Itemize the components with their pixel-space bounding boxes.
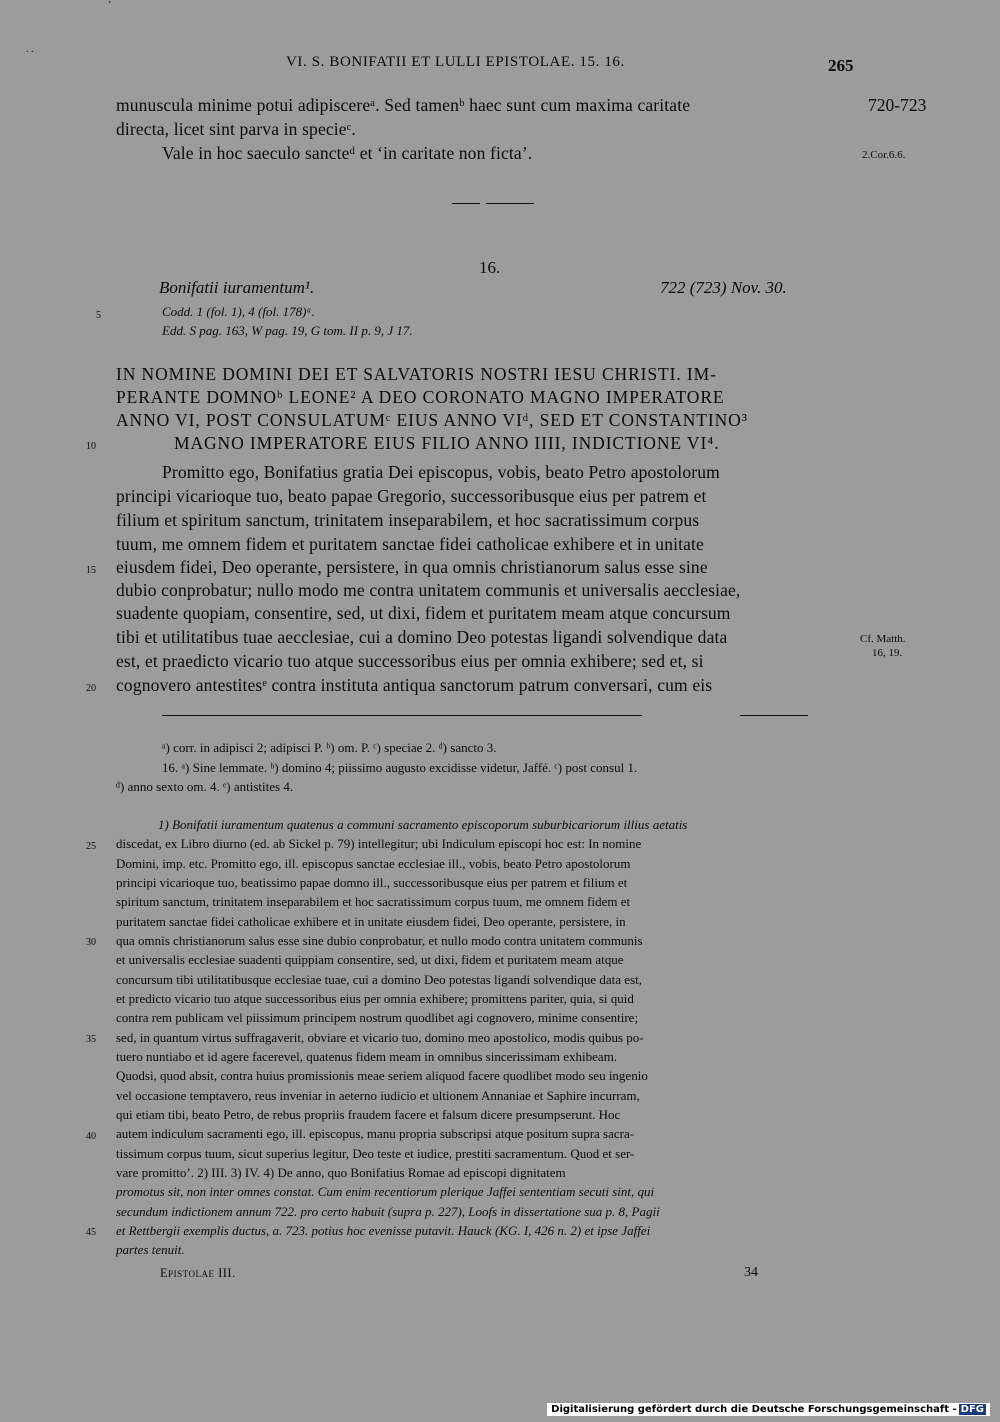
running-title: VI. S. BONIFATII ET LULLI EPISTOLAE. 15. 16. [286,54,625,70]
line-number: 10 [86,441,96,452]
margin-dots: . . [26,44,34,55]
body-line: tibi et utilitatibus tuae aecclesiae, cui a domino Deo potestas ligandi solvendique data [116,627,728,647]
body-line: eiusdem fidei, Deo operante, persistere, in qua omnis christianorum salus esse sine [116,557,708,577]
body-line: Promitto ego, Bonifatius gratia Dei episcopus, vobis, beato Petro apostolorum [162,462,720,482]
body-line: suadente quopiam, consentire, sed, ut dixi, fidem et puritatem meam atque concursum [116,603,731,623]
line-number: 45 [86,1227,96,1238]
margin-reference: 2.Cor.6.6. [862,149,906,161]
line-number: 25 [86,841,96,852]
caps-line: MAGNO IMPERATORE EIUS FILIO ANNO IIII, INDICTIONE VI⁴. [174,433,720,453]
line-number: 40 [86,1131,96,1142]
note-line: secundum indictionem annum 722. pro certo habuit (supra p. 227), Loofs in dissertatione sua p. 8, Pagii [116,1204,660,1219]
corner-mark: ’ [108,0,112,11]
apparatus-rule [740,715,808,716]
body-line: tuum, me omnem fidem et puritatem sanctae fidei catholicae exhibere et in unitate [116,534,704,554]
note-line: vare promitto’. 2) III. 3) IV. 4) De anno, quo Bonifatius Romae ad episcopi dignitatem [116,1165,566,1180]
caps-line: PERANTE DOMNOᵇ LEONE² A DEO CORONATO MAGNO IMPERATORE [116,387,725,407]
line-number: 20 [86,683,96,694]
prev-letter-line: directa, licet sint parva in specieᶜ. [116,119,356,139]
apparatus-line: 16. ᵃ) Sine lemmate. ᵇ) domino 4; piissimo augusto excidisse videtur, Jaffé. ᶜ) post consul 1. [162,760,638,775]
note-line: principi vicarioque tuo, beatissimo papae domno ill., successoribusque eius per patrem et filium et [116,875,628,890]
note-line: promotus sit, non inter omnes constat. Cum enim recentiorum plerique Jaffei sententiam secuti sint, qui [116,1184,655,1199]
margin-date: 720-723 [868,95,927,115]
note-line: sed, in quantum virtus suffragaverit, obviare et vicario tuo, domino meo apostolico, modis quibus po- [116,1030,644,1045]
note-line: tuero nuntiabo et id agere facerevel, quatenus fidem meam in omnibus sincerissimam exhibeam. [116,1049,618,1064]
line-number: 35 [86,1034,96,1045]
body-line: dubio conprobatur; nullo modo me contra unitatem communis et universalis aecclesiae, [116,580,741,600]
note-line: et universalis ecclesiae suadenti quippiam consentire, sed, ut dixi, fidem et puritatem meam atque [116,952,624,967]
note-line: Quodsi, quod absit, contra huius promissionis meae seriem aliquod facere quodlibet modo seu ingenio [116,1068,648,1083]
apparatus-line: ᵈ) anno sexto om. 4. ᵉ) antistites 4. [116,779,294,794]
note-line: et Rettbergii exemplis ductus, a. 723. potius hoc evenisse putavit. Hauck (KG. I, 426 n. 2) et ipse Jaffei [116,1223,651,1238]
note-line: tissimum corpus tuum, sicut superius legitur, Deo teste et iudice, prestiti sacramentum. Quod et ser- [116,1146,635,1161]
prev-letter-line: Vale in hoc saeculo sancteᵈ et ‘in caritate non ficta’. [162,143,533,163]
dfg-logo: DFG [960,1404,984,1415]
separator-rule [452,203,480,204]
manuscripts-line: Codd. 1 (fol. 1), 4 (fol. 178)ᵃ. [162,304,315,319]
margin-reference: Cf. Matth. [860,633,906,645]
note-line: autem indiculum sacramenti ego, ill. episcopus, manu propria subscripsi atque positum supra sacra- [116,1126,635,1141]
note-line: 1) Bonifatii iuramentum quatenus a communi sacramento episcoporum suburbicariorum illius aetatis [158,817,688,832]
line-number: 5 [96,310,101,321]
signature-mark: Epistolae III. [160,1266,236,1280]
page-number: 265 [828,56,854,75]
note-line: contra rem publicam vel piissimum principem nostrum quodlibet agi cognovero, minime consentire; [116,1010,639,1025]
note-line: qui etiam tibi, beato Petro, de rebus propriis fraudem facere et falsum dicere presumpserunt. Hoc [116,1107,621,1122]
letter-number: 16. [479,258,501,277]
body-line: cognovero antestitesᵉ contra instituta antiqua sanctorum patrum conversari, cum eis [116,675,713,695]
body-line: principi vicarioque tuo, beato papae Gregorio, successoribusque eius per patrem et [116,486,707,506]
separator-rule [486,203,534,204]
body-line: est, et praedicto vicario tuo atque successoribus eius per omnia exhibere; sed et, si [116,651,704,671]
apparatus-line: ᵃ) corr. in adipisci 2; adipisci P. ᵇ) om. P. ᶜ) speciae 2. ᵈ) sancto 3. [162,740,497,755]
note-line: partes tenuit. [116,1242,185,1257]
caps-line: ANNO VI, POST CONSULATUMᶜ EIUS ANNO VIᵈ, SED ET CONSTANTINO³ [116,410,748,430]
note-line: spiritum sanctum, trinitatem inseparabilem et hoc sacratissimum corpus tuum, me omnem fidem et [116,894,631,909]
letter-date: 722 (723) Nov. 30. [660,278,787,297]
line-number: 30 [86,937,96,948]
note-line: et predicto vicario tuo atque successoribus eius per omnia exhibere; promittens pariter, quia, si quid [116,991,634,1006]
note-line: vel occasione temptavero, reus inveniar in aeterno iudicio et ultionem Annaniae et Saphire incurram, [116,1088,640,1103]
apparatus-rule [162,715,642,716]
note-line: Domini, imp. etc. Promitto ego, ill. episcopus sanctae ecclesiae ill., vobis, beato Petro apostolorum [116,856,631,871]
dfg-digitization-badge [547,1403,990,1416]
body-line: filium et spiritum sanctum, trinitatem inseparabilem, et hoc sacratissimum corpus [116,510,700,530]
sheet-number: 34 [744,1265,758,1280]
dfg-notice-text: Digitalisierung gefördert durch die Deutsche Forschungsgemeinschaft - [551,1404,957,1415]
line-number: 15 [86,565,96,576]
caps-line: IN NOMINE DOMINI DEI ET SALVATORIS NOSTRI IESU CHRISTI. IM- [116,364,717,384]
margin-reference: 16, 19. [872,647,903,659]
note-line: puritatem sanctae fidei catholicae exhibere et in unitate eiusdem fidei, Deo operante, persistere, in [116,914,626,929]
letter-title: Bonifatii iuramentum¹. [159,278,315,297]
prev-letter-line: munuscula minime potui adipiscereᵃ. Sed tamenᵇ haec sunt cum maxima caritate [116,95,691,115]
note-line: concursum tibi utilitatibusque ecclesiae tuae, cui a domino Deo potestas ligandi solvendique data est, [116,972,642,987]
note-line: qua omnis christianorum salus esse sine dubio conprobatur, et nullo modo contra unitatem communis [116,933,643,948]
editions-line: Edd. S pag. 163, W pag. 19, G tom. II p. 9, J 17. [162,323,413,338]
note-line: discedat, ex Libro diurno (ed. ab Sickel p. 79) intellegitur; ubi Indiculum episcopi hoc est: In nomine [116,836,642,851]
